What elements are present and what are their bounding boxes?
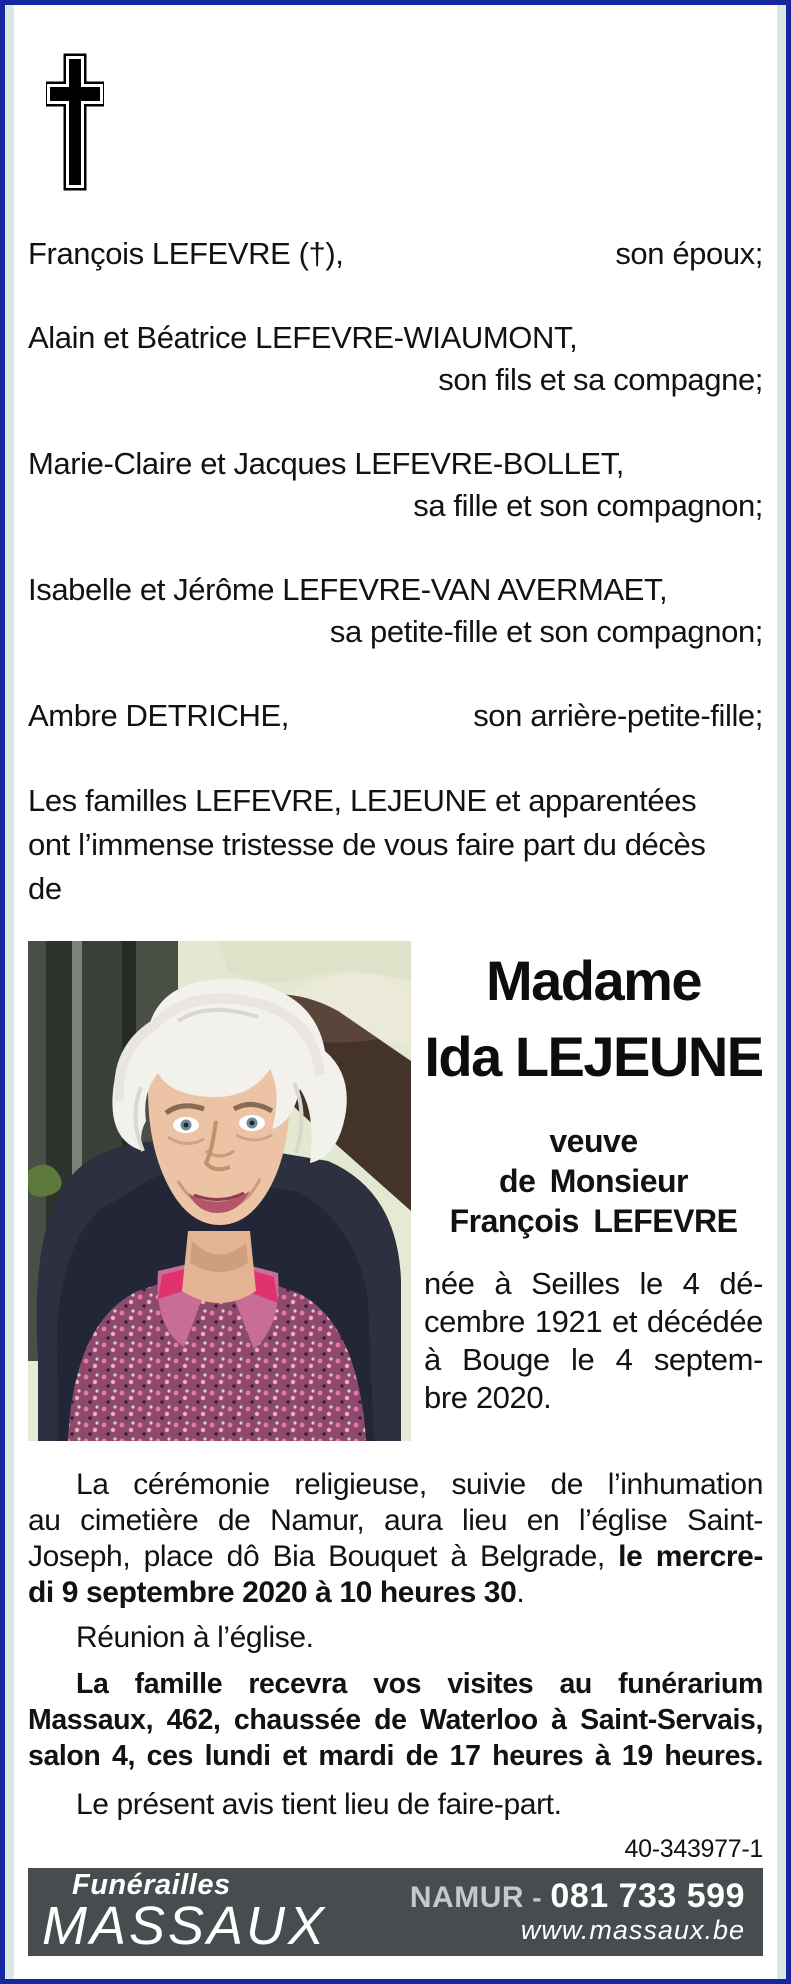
announcement-line: ont l’immense tristesse de vous faire part du décès — [28, 827, 706, 862]
funeral-home-banner — [28, 1868, 763, 1956]
bio-line: à Bouge le 4 septem- — [424, 1342, 763, 1377]
bio-line: née à Seilles le 4 dé- — [424, 1266, 763, 1301]
portrait-photo-image — [28, 941, 411, 1441]
cross-section — [28, 5, 763, 193]
family-entry-granddaughter — [28, 569, 763, 653]
family-name: Marie-Claire et Jacques LEFEVRE-BOLLET, — [28, 446, 625, 481]
notice-content — [14, 5, 777, 1979]
reunion-line: Réunion à l’église. — [76, 1621, 314, 1654]
visits-paragraph — [28, 1666, 763, 1774]
family-name: Ambre DETRICHE, — [28, 698, 289, 733]
family-entry-great-granddaughter — [28, 695, 763, 737]
right-edge-strip — [777, 5, 786, 1979]
deceased-title: Madame — [485, 949, 702, 1012]
reference-number: 40-343977-1 — [624, 1835, 763, 1863]
ceremony-line: La cérémonie religieuse, suivie de l’inhumation — [76, 1468, 763, 1501]
announcement-text — [28, 779, 763, 911]
bio-line: bre 2020. — [424, 1380, 552, 1415]
family-entry-spouse — [28, 233, 763, 275]
family-list — [28, 233, 763, 737]
family-entry-son — [28, 317, 763, 401]
funeral-home-phone-line — [410, 1878, 745, 1916]
announcement-line: de — [28, 871, 62, 906]
deceased-name: Ida LEJEUNE — [424, 1025, 763, 1088]
status-line: de Monsieur — [499, 1163, 688, 1199]
visits-line: Massaux, 462, chaussée de Waterloo à Saint-Servais, — [28, 1704, 763, 1736]
family-relation: son arrière-petite-fille; — [473, 698, 763, 733]
ceremony-line: Joseph, place dô Bia Bouquet à Belgrade, le mercre- — [28, 1540, 763, 1573]
funeral-home-website: www.massaux.be — [520, 1915, 745, 1945]
deceased-bio — [424, 1265, 763, 1417]
funeral-home-phone: 081 733 599 — [550, 1877, 745, 1915]
funeral-home-logo — [42, 1869, 328, 1956]
status-line: François LEFEVRE — [449, 1203, 738, 1239]
faire-part-notice: Le présent avis tient lieu de faire-part. — [76, 1788, 562, 1821]
ceremony-line: di 9 septembre 2020 à 10 heures 30. — [28, 1576, 525, 1609]
family-relation: son époux; — [615, 236, 763, 271]
left-edge-strip — [5, 5, 14, 1979]
family-relation: sa petite-fille et son compagnon; — [329, 614, 763, 649]
photo-and-identity-row — [28, 941, 763, 1441]
funeral-home-city: NAMUR — [409, 1881, 525, 1914]
deceased-identity — [424, 941, 763, 1441]
family-name: Alain et Béatrice LEFEVRE-WIAUMONT, — [28, 320, 578, 355]
deceased-status — [424, 1121, 763, 1241]
ceremony-paragraph — [28, 1467, 763, 1611]
family-relation: sa fille et son compagnon; — [413, 488, 763, 523]
visits-line: salon 4, ces lundi et mardi de 17 heures à 19 heures. — [28, 1740, 763, 1772]
latin-cross-icon — [46, 53, 104, 191]
portrait-photo — [28, 941, 411, 1441]
family-name: Isabelle et Jérôme LEFEVRE-VAN AVERMAET, — [28, 572, 668, 607]
funeral-home-contact — [410, 1878, 745, 1944]
bio-line: cembre 1921 et décédée — [424, 1304, 763, 1339]
ceremony-date-bold: di 9 septembre 2020 à 10 heures 30 — [28, 1576, 517, 1609]
announcement-line: Les familles LEFEVRE, LEJEUNE et apparentées — [28, 783, 697, 818]
visits-line: La famille recevra vos visites au funérarium — [76, 1668, 763, 1700]
status-line: veuve — [549, 1123, 638, 1159]
family-entry-daughter — [28, 443, 763, 527]
family-name: François LEFEVRE (†), — [28, 236, 344, 271]
family-relation: son fils et sa compagne; — [438, 362, 763, 397]
separator: - — [524, 1882, 551, 1913]
ceremony-line: au cimetière de Namur, aura lieu en l’église Saint- — [28, 1504, 763, 1537]
funeral-home-type: Funérailles — [72, 1869, 231, 1901]
funeral-home-name: MASSAUX — [42, 1896, 328, 1956]
ceremony-date-bold: le mercre- — [618, 1540, 763, 1573]
